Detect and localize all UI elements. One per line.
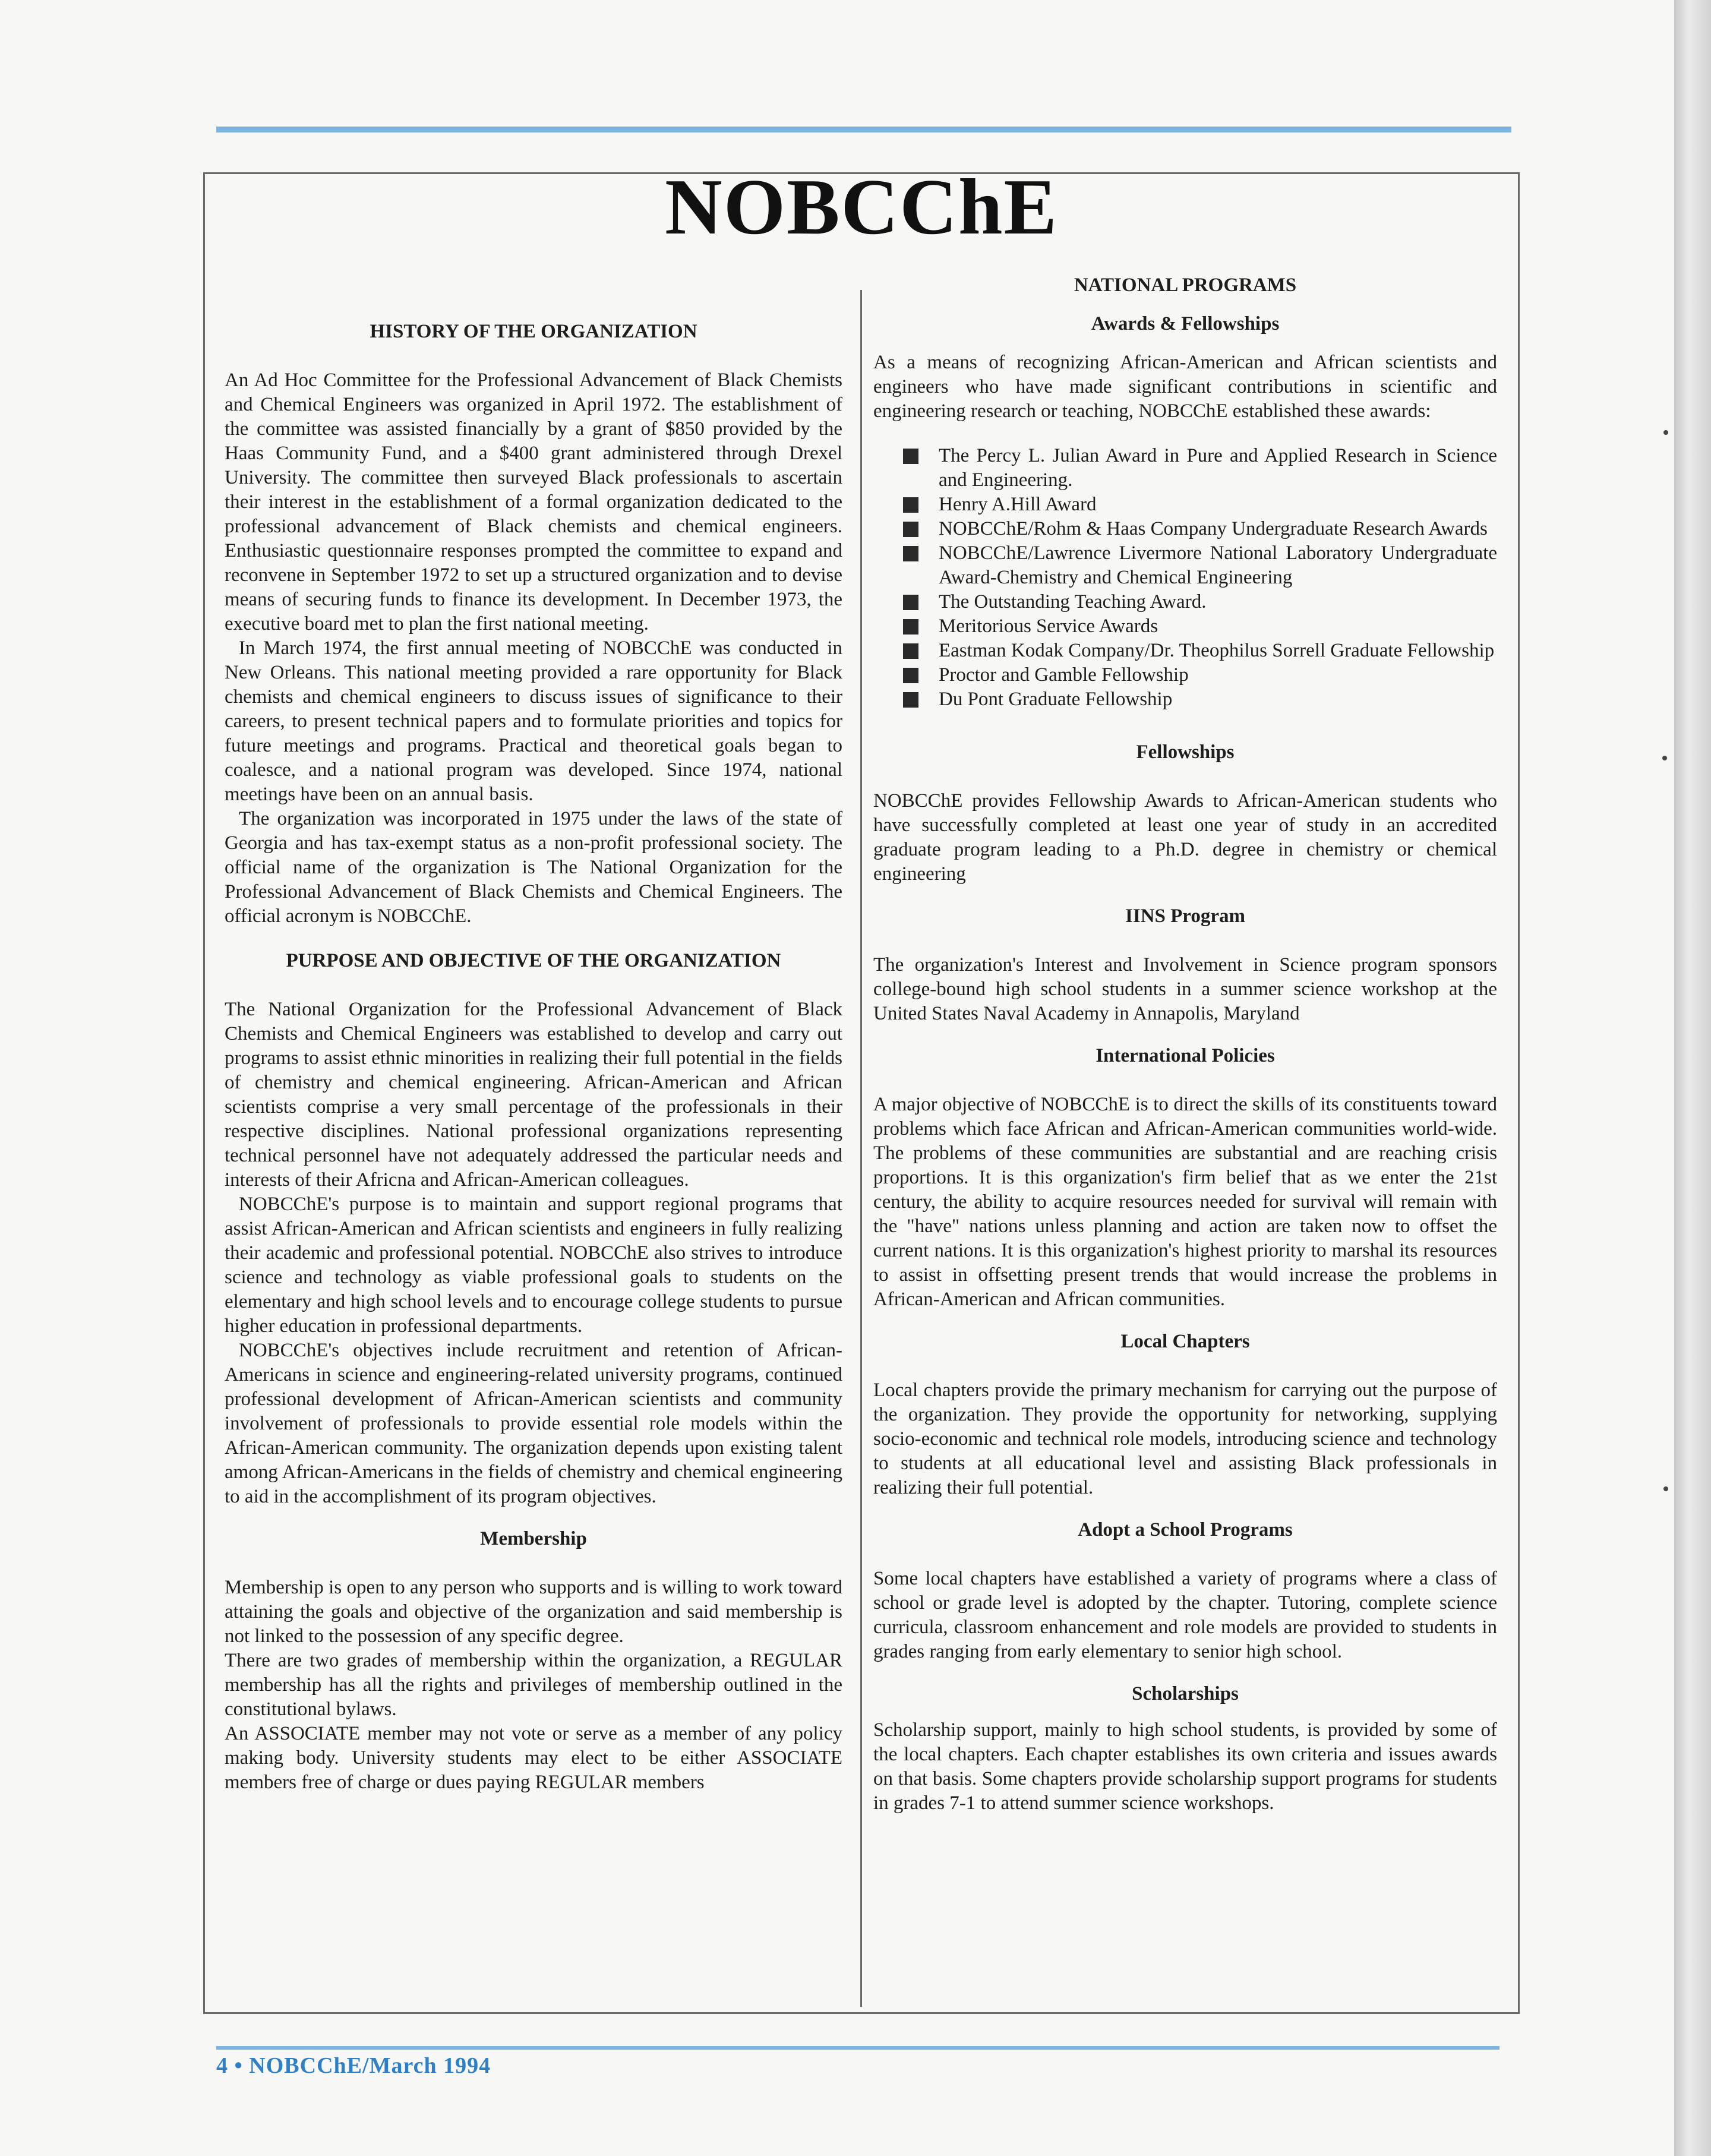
bottom-rule xyxy=(216,2046,1500,2050)
square-bullet-icon xyxy=(903,619,918,635)
iins-heading: IINS Program xyxy=(1125,905,1245,927)
dust-speck xyxy=(1662,756,1667,760)
column-divider xyxy=(860,290,862,2007)
right-column xyxy=(873,273,1497,1816)
top-rule xyxy=(216,127,1511,132)
square-bullet-icon xyxy=(903,522,918,537)
dust-speck xyxy=(1663,430,1668,435)
membership-heading: Membership xyxy=(480,1528,587,1549)
square-bullet-icon xyxy=(903,595,918,610)
square-bullet-icon xyxy=(903,668,918,683)
list-item: Eastman Kodak Company/Dr. Theophilus Sorrell Graduate Fellowship xyxy=(903,639,1497,663)
square-bullet-icon xyxy=(903,497,918,513)
awards-heading: Awards & Fellowships xyxy=(1091,313,1280,334)
list-item: NOBCChE/Rohm & Haas Company Undergraduate Research Awards xyxy=(903,517,1497,541)
purpose-paragraph: NOBCChE's purpose is to maintain and support regional programs that assist African-American and African scientists and engineers in fully realizing their academic and professional potential. NOBCChE also strives to introduce science and technology as viable professional goals to students on the elementary and high school levels and to encourage college students to pursue higher education in professional departments. xyxy=(225,1194,842,1337)
purpose-heading: PURPOSE AND OBJECTIVE OF THE ORGANIZATION xyxy=(286,950,781,971)
history-heading: HISTORY OF THE ORGANIZATION xyxy=(370,321,697,342)
square-bullet-icon xyxy=(903,643,918,659)
adopt-school-heading: Adopt a School Programs xyxy=(1078,1519,1293,1541)
awards-list xyxy=(903,444,1497,712)
scholarships-paragraph: Scholarship support, mainly to high school students, is provided by some of the local chapters. Each chapter establishes its own criteria and issues awards on that basis. Some chapters provide scholarship support programs for students in grades 7-1 to attend summer science workshops. xyxy=(873,1719,1497,1814)
adopt-school-paragraph: Some local chapters have established a variety of programs where a class of school or grade level is adopted by the chapter. Tutoring, complete science curricula, classroom enhancement and role models are provided to students in grades ranging from early elementary to senior high school. xyxy=(873,1568,1497,1662)
list-item: Meritorious Service Awards xyxy=(903,614,1497,639)
national-programs-heading: NATIONAL PROGRAMS xyxy=(1074,274,1297,296)
history-paragraph: An Ad Hoc Committee for the Professional Advancement of Black Chemists and Chemical Engineers was organized in April 1972. The establishment of the committee was assisted financially by a grant of $850 provided by the Haas Community Fund, and a $400 grant administered through Drexel University. The committee then surveyed Black professionals to ascertain their interest in the establishment of a formal organization dedicated to the professional advancement of Black chemists and chemical engineers. Enthusiastic questionnaire responses prompted the committee to expand and reconvene in September 1972 to set up a structured organization and to devise means of securing funds to finance its development. In December 1973, the executive board met to plan the first national meeting. xyxy=(225,370,842,635)
square-bullet-icon xyxy=(903,692,918,708)
local-chapters-heading: Local Chapters xyxy=(1120,1331,1250,1352)
page-title: NOBCChE xyxy=(665,163,1058,251)
square-bullet-icon xyxy=(903,449,918,464)
list-item: The Percy L. Julian Award in Pure and Applied Research in Science and Engineering. xyxy=(903,444,1497,493)
dust-speck xyxy=(1663,1486,1668,1491)
membership-paragraph: There are two grades of membership within the organization, a REGULAR membership has all the rights and privileges of membership outlined in the constitutional bylaws. xyxy=(225,1650,842,1720)
page-footer: 4 • NOBCChE/March 1994 xyxy=(216,2053,491,2078)
membership-paragraph: An ASSOCIATE member may not vote or serve as a member of any policy making body. University students may elect to be either ASSOCIATE members free of charge or dues paying REGULAR members xyxy=(225,1723,842,1793)
international-paragraph: A major objective of NOBCChE is to direct the skills of its constituents toward problems which face African and African-American communities world-wide. The problems of these communities are substantial and are reaching crisis proportions. It is this organization's firm belief that as we enter the 21st century, the ability to acquire resources needed for survival will remain with the "have" nations unless planning and action are taken now to offset the current nations. It is this organization's highest priority to marshal its resources to assist in offsetting present trends that would increase the problems in African-American and African communities. xyxy=(873,1094,1497,1310)
left-column xyxy=(225,320,842,1795)
next-page-edge xyxy=(1674,0,1711,2156)
fellowships-paragraph: NOBCChE provides Fellowship Awards to African-American students who have successfully completed at least one year of study in an accredited graduate program leading to a Ph.D. degree in chemistry or chemical engineering xyxy=(873,790,1497,885)
membership-paragraph: Membership is open to any person who supports and is willing to work toward attaining the goals and objective of the organization and said membership is not linked to the possession of any specific degree. xyxy=(225,1577,842,1647)
scholarships-heading: Scholarships xyxy=(1132,1683,1239,1704)
fellowships-heading: Fellowships xyxy=(1136,741,1235,763)
purpose-paragraph: NOBCChE's objectives include recruitment and retention of African-Americans in science and engineering-related university programs, continued professional development of African-American scientists and community involvement of professionals to provide essential role models within the African-American community. The organization depends upon existing talent among African-Americans in the fields of chemistry and chemical engineering to aid in the accomplishment of its program objectives. xyxy=(225,1340,842,1507)
international-heading: International Policies xyxy=(1096,1045,1275,1066)
awards-intro: As a means of recognizing African-American and African scientists and engineers who have made significant contributions in scientific and engineering research or teaching, NOBCChE established these awards: xyxy=(873,352,1497,422)
history-paragraph: The organization was incorporated in 1975 under the laws of the state of Georgia and has tax-exempt status as a non-profit professional society. The official name of the organization is The National Organization for the Professional Advancement of Black Chemists and Chemical Engineers. The official acronym is NOBCChE. xyxy=(225,808,842,927)
list-item: Du Pont Graduate Fellowship xyxy=(903,687,1497,712)
iins-paragraph: The organization's Interest and Involvement in Science program sponsors college-bound high school students in a summer science workshop at the United States Naval Academy in Annapolis, Maryland xyxy=(873,954,1497,1024)
purpose-paragraph: The National Organization for the Professional Advancement of Black Chemists and Chemical Engineers was established to develop and carry out programs to assist ethnic minorities in realizing their full potential in the fields of chemistry and chemical engineering. African-American and African scientists comprise a very small percentage of the professionals in their respective disciplines. National professional organizations representing technical personnel have not adequately addressed the particular needs and interests of their Africna and African-American colleagues. xyxy=(225,999,842,1191)
history-paragraph: In March 1974, the first annual meeting of NOBCChE was conducted in New Orleans. This national meeting provided a rare opportunity for Black chemists and chemical engineers to discuss issues of significance to their careers, to present technical papers and to formulate priorities and topics for future meetings and programs. Practical and theoretical goals began to coalesce, and a national program was developed. Since 1974, national meetings have been on an annual basis. xyxy=(225,637,842,805)
list-item: Henry A.Hill Award xyxy=(903,493,1497,517)
list-item: The Outstanding Teaching Award. xyxy=(903,590,1497,614)
list-item: NOBCChE/Lawrence Livermore National Laboratory Undergraduate Award-Chemistry and Chemical Engineering xyxy=(903,541,1497,590)
local-chapters-paragraph: Local chapters provide the primary mechanism for carrying out the purpose of the organization. They provide the opportunity for networking, supplying socio-economic and technical role models, introducing science and technology to students at all educational level and assisting Black professionals in realizing their full potential. xyxy=(873,1380,1497,1498)
square-bullet-icon xyxy=(903,546,918,561)
list-item: Proctor and Gamble Fellowship xyxy=(903,663,1497,687)
